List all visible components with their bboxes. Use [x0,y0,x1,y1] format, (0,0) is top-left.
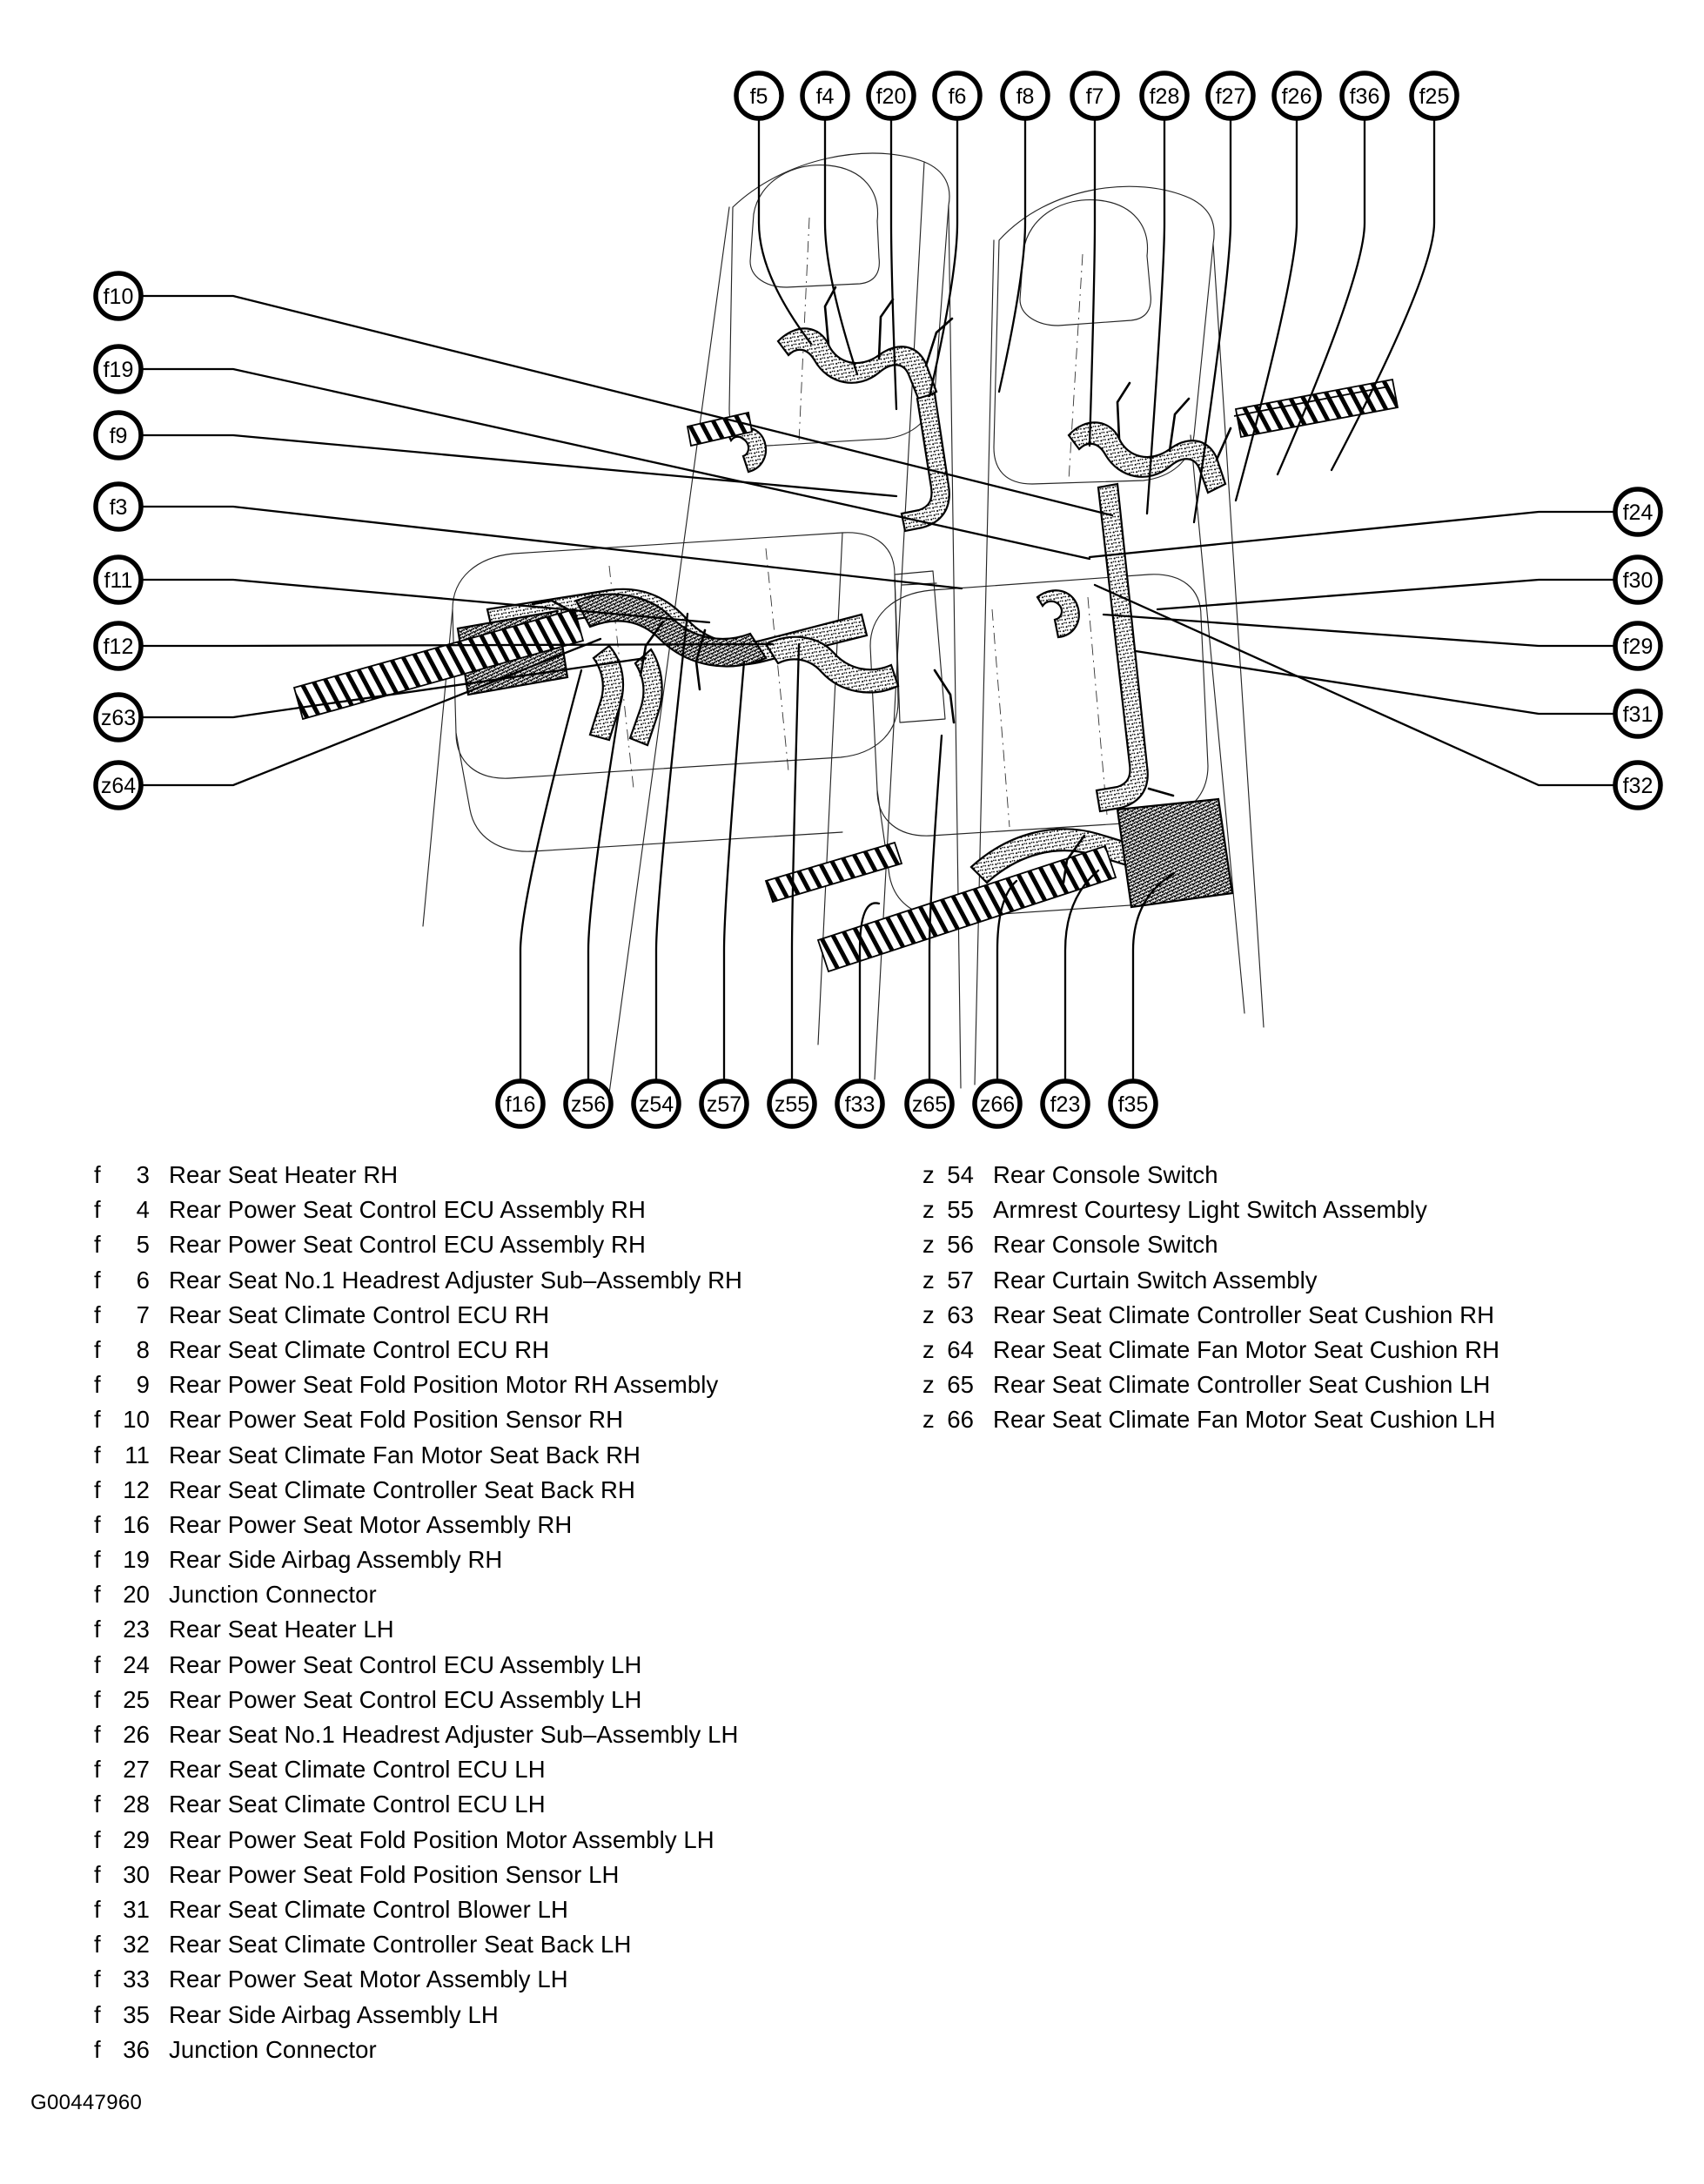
legend-prefix: f [94,1860,101,1888]
callout-balloon[interactable] [1208,73,1253,118]
legend-row [94,1998,742,2033]
leader-line-right [1136,651,1615,714]
legend-row [94,1473,742,1508]
legend-row [94,1612,742,1647]
callout-label: f24 [1622,501,1654,525]
callout-balloon[interactable] [96,763,141,808]
legend-number: 9 [136,1371,150,1399]
callout-balloon[interactable] [935,73,980,118]
legend-prefix: f [94,1721,101,1748]
legend-prefix: f [94,2000,101,2028]
legend-description: Rear Power Seat Fold Position Sensor LH [169,1860,620,1888]
legend-number: 26 [123,1721,150,1748]
legend-prefix: z [922,1231,935,1259]
legend-row [94,1717,742,1752]
legend-prefix: f [94,1406,101,1434]
callout-balloon[interactable] [96,557,141,602]
legend-description: Junction Connector [169,1581,377,1609]
legend-number: 7 [136,1300,150,1328]
legend-row [94,1438,742,1473]
legend-prefix: f [94,1441,101,1468]
legend-prefix: f [94,1616,101,1643]
legend-number: 54 [947,1161,974,1188]
legend-row [922,1402,1499,1437]
legend-column-right [922,1158,1499,1438]
leader-line-right [1104,615,1615,646]
legend-number: 4 [136,1196,150,1224]
legend-prefix: f [94,1791,101,1818]
legend-prefix: f [94,1510,101,1538]
callout-label: f8 [1016,84,1035,109]
callout-balloon[interactable] [769,1081,815,1126]
legend-number: 66 [947,1406,974,1434]
callout-balloon[interactable] [1110,1081,1156,1126]
legend-prefix: f [94,1266,101,1294]
callout-balloon[interactable] [802,73,848,118]
callout-label: z63 [100,706,137,730]
callout-label: f19 [103,358,134,382]
legend-description: Rear Seat Heater LH [169,1616,394,1643]
callout-balloon[interactable] [1072,73,1117,118]
callout-balloon[interactable] [1274,73,1319,118]
callout-label: f20 [875,84,907,109]
legend-prefix: f [94,1475,101,1503]
callout-balloon[interactable] [1615,623,1660,669]
legend-description: Rear Seat Climate Controller Seat Back RH [169,1475,635,1503]
legend-prefix: f [94,1931,101,1959]
legend-row [94,1298,742,1333]
parts-legend [0,1158,1704,2063]
legend-number: 65 [947,1371,974,1399]
callout-label: f29 [1622,635,1654,659]
legend-row [94,1858,742,1892]
callout-label: f11 [104,568,133,593]
callout-label: z57 [706,1092,742,1117]
legend-description: Rear Seat No.1 Headrest Adjuster Sub–Assembly RH [169,1266,742,1294]
legend-description: Rear Seat Climate Controller Seat Cushion LH [993,1371,1491,1399]
callout-balloon[interactable] [1043,1081,1088,1126]
leader-line-bottom [724,662,744,1081]
legend-row [94,1402,742,1437]
legend-number: 12 [123,1475,150,1503]
callout-balloon[interactable] [498,1081,543,1126]
document-code: G00447960 [30,2091,143,2114]
callout-balloon[interactable] [701,1081,747,1126]
legend-prefix: f [94,1300,101,1328]
legend-number: 57 [947,1266,974,1294]
callout-label: f10 [103,285,134,309]
legend-number: 5 [136,1231,150,1259]
leader-line-top [1090,118,1095,446]
callout-label: z65 [911,1092,948,1117]
leader-line-bottom [1065,870,1098,1081]
legend-number: 32 [123,1931,150,1959]
legend-prefix: z [922,1266,935,1294]
legend-row [94,1787,742,1822]
legend-prefix: z [922,1371,935,1399]
legend-prefix: f [94,1685,101,1713]
legend-number: 24 [123,1650,150,1678]
callout-label: f5 [749,84,768,109]
legend-description: Rear Power Seat Control ECU Assembly LH [169,1650,642,1678]
legend-prefix: f [94,1756,101,1784]
legend-description: Rear Power Seat Control ECU Assembly RH [169,1231,646,1259]
legend-number: 10 [123,1406,150,1434]
legend-number: 20 [123,1581,150,1609]
legend-prefix: f [94,1825,101,1853]
callout-balloon[interactable] [837,1081,882,1126]
callout-balloon[interactable] [907,1081,952,1126]
legend-row [922,1368,1499,1402]
legend-number: 55 [947,1196,974,1224]
legend-prefix: z [922,1300,935,1328]
legend-number: 56 [947,1231,974,1259]
legend-description: Rear Seat Climate Fan Motor Seat Cushion RH [993,1335,1500,1363]
legend-prefix: f [94,1335,101,1363]
legend-description: Rear Seat Climate Control ECU LH [169,1791,546,1818]
legend-description: Rear Seat Climate Controller Seat Back LH [169,1931,632,1959]
legend-description: Rear Power Seat Control ECU Assembly LH [169,1685,642,1713]
legend-row [922,1158,1499,1193]
callout-label: f35 [1117,1092,1149,1117]
callout-balloon[interactable] [1615,763,1660,808]
callout-label: f12 [103,635,134,659]
legend-row [94,1577,742,1612]
callout-label: f27 [1215,84,1246,109]
legend-row [94,1158,742,1193]
callout-label: z64 [100,774,137,798]
legend-description: Rear Console Switch [993,1231,1218,1259]
leader-line-top [759,118,811,344]
legend-row [94,1263,742,1298]
callout-balloon[interactable] [566,1081,611,1126]
legend-number: 27 [123,1756,150,1784]
legend-prefix: f [94,2035,101,2063]
legend-row [94,1333,742,1368]
callout-balloon[interactable] [1615,691,1660,736]
callout-balloon[interactable] [1142,73,1187,118]
legend-number: 3 [136,1161,150,1188]
legend-description: Rear Power Seat Fold Position Motor RH Assembly [169,1371,719,1399]
legend-description: Rear Power Seat Control ECU Assembly RH [169,1196,646,1224]
legend-description: Rear Seat Climate Control Blower LH [169,1895,568,1923]
legend-row [94,1648,742,1683]
legend-number: 36 [123,2035,150,2063]
callout-label: f23 [1050,1092,1081,1117]
legend-column-left [94,1158,742,2067]
callout-label: f6 [948,84,967,109]
callout-label: z54 [638,1092,674,1117]
legend-description: Rear Power Seat Fold Position Sensor RH [169,1406,624,1434]
callout-balloon[interactable] [975,1081,1020,1126]
callout-label: f30 [1622,568,1654,593]
legend-number: 35 [123,2000,150,2028]
legend-prefix: z [922,1335,935,1363]
legend-number: 29 [123,1825,150,1853]
legend-prefix: f [94,1231,101,1259]
legend-number: 28 [123,1791,150,1818]
leader-line-bottom [520,670,581,1081]
legend-number: 31 [123,1895,150,1923]
callout-balloon[interactable] [96,346,141,392]
legend-description: Rear Side Airbag Assembly RH [169,1546,503,1574]
legend-row [94,1823,742,1858]
legend-number: 11 [124,1441,150,1468]
seat-seam-lines [609,218,1107,827]
leader-line-right [1157,580,1615,609]
legend-row [94,1227,742,1262]
legend-number: 33 [123,1966,150,1993]
legend-prefix: f [94,1966,101,1993]
legend-row [94,1892,742,1927]
legend-number: 30 [123,1860,150,1888]
callout-label: z56 [570,1092,607,1117]
legend-row [922,1263,1499,1298]
legend-description: Rear Power Seat Fold Position Motor Assembly LH [169,1825,714,1853]
leader-line-bottom [588,696,621,1081]
legend-description: Rear Seat Heater RH [169,1161,399,1188]
legend-row [94,1193,742,1227]
legend-prefix: f [94,1161,101,1188]
legend-description: Rear Console Switch [993,1161,1218,1188]
legend-number: 63 [947,1300,974,1328]
legend-number: 8 [136,1335,150,1363]
callout-balloon[interactable] [96,695,141,740]
legend-description: Rear Seat Climate Controller Seat Cushion RH [993,1300,1495,1328]
callout-balloon[interactable] [1342,73,1387,118]
callout-label: f31 [1622,702,1654,727]
callout-balloon[interactable] [96,623,141,669]
legend-description: Rear Seat Climate Control ECU RH [169,1335,550,1363]
leader-line-top [999,118,1025,392]
legend-number: 23 [123,1616,150,1643]
legend-description: Rear Seat Climate Fan Motor Seat Cushion LH [993,1406,1496,1434]
callout-label: f9 [109,424,128,448]
callout-balloon[interactable] [1003,73,1048,118]
callout-balloon[interactable] [96,273,141,319]
legend-prefix: z [922,1161,935,1188]
legend-number: 6 [136,1266,150,1294]
callout-label: f32 [1622,774,1654,798]
callout-balloon[interactable] [1615,557,1660,602]
legend-number: 19 [123,1546,150,1574]
legend-description: Rear Curtain Switch Assembly [993,1266,1318,1294]
legend-row [94,1927,742,1962]
callout-balloon[interactable] [96,413,141,458]
legend-row [922,1227,1499,1262]
callout-balloon[interactable] [1412,73,1457,118]
legend-prefix: z [922,1406,935,1434]
legend-number: 64 [947,1335,974,1363]
callout-balloon[interactable] [1615,489,1660,534]
legend-row [922,1333,1499,1368]
legend-description: Rear Seat Climate Fan Motor Seat Back RH [169,1441,641,1468]
callout-label: f25 [1419,84,1450,109]
legend-prefix: f [94,1546,101,1574]
legend-row [922,1298,1499,1333]
leader-line-top [825,118,857,374]
callout-label: f33 [844,1092,875,1117]
legend-description: Armrest Courtesy Light Switch Assembly [993,1196,1427,1224]
legend-description: Rear Power Seat Motor Assembly LH [169,1966,568,1993]
callout-label: f36 [1349,84,1380,109]
legend-row [94,1752,742,1787]
callout-label: f26 [1281,84,1312,109]
legend-prefix: f [94,1895,101,1923]
legend-row [94,1683,742,1717]
callout-label: z66 [979,1092,1016,1117]
callout-balloon[interactable] [736,73,782,118]
legend-description: Rear Seat Climate Control ECU LH [169,1756,546,1784]
legend-description: Rear Power Seat Motor Assembly RH [169,1510,573,1538]
legend-prefix: f [94,1650,101,1678]
leader-line-left [141,507,962,588]
legend-row [922,1193,1499,1227]
callout-label: f3 [109,495,128,520]
legend-description: Rear Side Airbag Assembly LH [169,2000,499,2028]
legend-prefix: f [94,1581,101,1609]
legend-row [94,1542,742,1577]
legend-row [94,1508,742,1542]
legend-prefix: z [922,1196,935,1224]
leader-line-left [141,369,1090,559]
leader-line-bottom [792,644,799,1081]
callout-balloon[interactable] [634,1081,679,1126]
legend-description: Rear Seat No.1 Headrest Adjuster Sub–Assembly LH [169,1721,739,1748]
legend-row [94,1368,742,1402]
callout-balloon[interactable] [96,484,141,529]
leader-line-top [1236,118,1297,501]
legend-number: 25 [123,1685,150,1713]
legend-number: 16 [123,1510,150,1538]
callout-label: f16 [505,1092,536,1117]
leader-line-top [929,118,957,396]
callout-label: f4 [815,84,835,109]
leader-line-left [141,296,1112,515]
leader-line-right [1090,512,1615,557]
callout-label: f28 [1149,84,1180,109]
callout-balloon[interactable] [869,73,914,118]
legend-prefix: f [94,1196,101,1224]
legend-row [94,2033,742,2067]
legend-description: Junction Connector [169,2035,377,2063]
callout-label: f7 [1085,84,1104,109]
legend-prefix: f [94,1371,101,1399]
callout-label: z55 [774,1092,810,1117]
legend-row [94,1962,742,1997]
legend-description: Rear Seat Climate Control ECU RH [169,1300,550,1328]
